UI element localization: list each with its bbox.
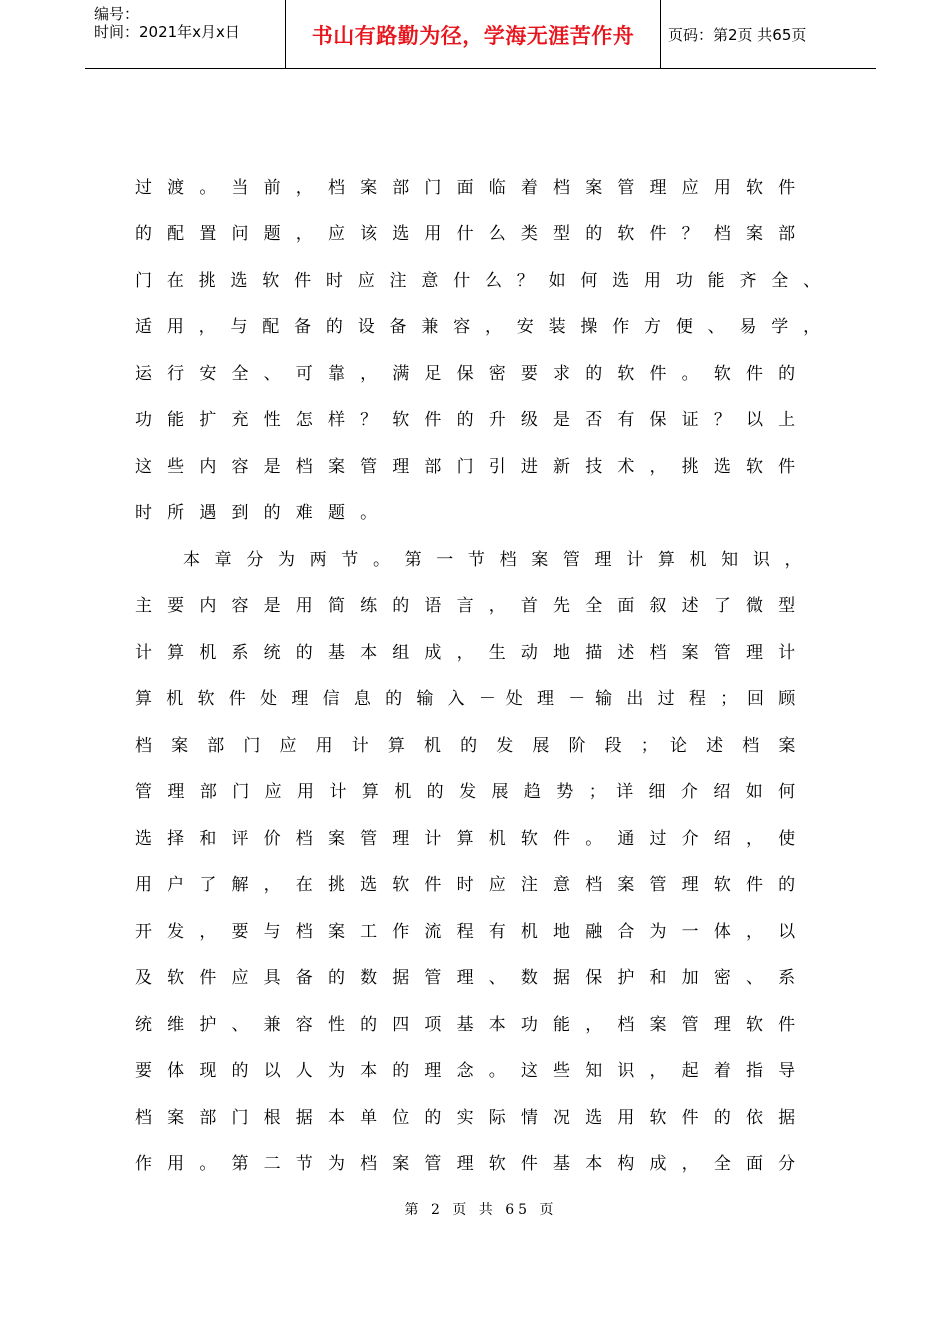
text-line: 运 行 安 全 、 可 靠 ， 满 足 保 密 要 求 的 软 件 。 软 件 的: [135, 364, 796, 384]
text-line: 这 些 内 容 是 档 案 管 理 部 门 引 进 新 技 术 ， 挑 选 软 件: [135, 457, 796, 477]
header-center-cell: [285, 0, 661, 68]
text-line: 门 在 挑 选 软 件 时 应 注 意 什 么 ？ 如 何 选 用 功 能 齐 全 、: [135, 271, 821, 291]
text-line: 主 要 内 容 是 用 简 练 的 语 言 ， 首 先 全 面 叙 述 了 微 型: [135, 596, 796, 616]
text-line: 档 案 部 门 应 用 计 算 机 的 发 展 阶 段 ； 论 述 档 案: [135, 736, 796, 756]
text-line: 选 择 和 评 价 档 案 管 理 计 算 机 软 件 。 通 过 介 绍 ， 使: [135, 829, 796, 849]
text-line: 计 算 机 系 统 的 基 本 组 成 ， 生 动 地 描 述 档 案 管 理 计: [135, 643, 796, 663]
text-line: 算 机 软 件 处 理 信 息 的 输 入 － 处 理 － 输 出 过 程 ； 回 顾: [135, 689, 796, 709]
text-line: 统 维 护 、 兼 容 性 的 四 项 基 本 功 能 ， 档 案 管 理 软 件: [135, 1015, 796, 1035]
text-line: 档 案 部 门 根 据 本 单 位 的 实 际 情 况 选 用 软 件 的 依 据: [135, 1108, 796, 1128]
header-page-info: 页码：第2页 共65页: [668, 26, 807, 44]
text-line: 作 用 。 第 二 节 为 档 案 管 理 软 件 基 本 构 成 ， 全 面 分: [135, 1154, 796, 1174]
text-line: 本 章 分 为 两 节 。 第 一 节 档 案 管 理 计 算 机 知 识 ，: [183, 550, 802, 570]
document-number-label: 编号：: [94, 5, 140, 23]
text-line: 管 理 部 门 应 用 计 算 机 的 发 展 趋 势 ； 详 细 介 绍 如 何: [135, 782, 796, 802]
text-line: 开 发 ， 要 与 档 案 工 作 流 程 有 机 地 融 合 为 一 体 ， 以: [135, 922, 796, 942]
text-line: 时 所 遇 到 的 难 题 。: [135, 503, 378, 523]
document-time-label: 时间：2021年x月x日: [94, 23, 240, 41]
text-line: 适 用 ， 与 配 备 的 设 备 兼 容 ， 安 装 操 作 方 便 、 易 学 ，: [135, 317, 821, 337]
text-line: 的 配 置 问 题 ， 应 该 选 用 什 么 类 型 的 软 件 ？ 档 案 部: [135, 224, 796, 244]
text-line: 功 能 扩 充 性 怎 样 ？ 软 件 的 升 级 是 否 有 保 证 ？ 以 上: [135, 410, 796, 430]
page-footer: 第 2 页 共 65 页: [404, 1202, 558, 1218]
header-left-cell: [85, 0, 285, 68]
header-motto: 书山有路勤为径，学海无涯苦作舟: [311, 24, 635, 48]
document-header: [85, 0, 876, 69]
text-line: 及 软 件 应 具 备 的 数 据 管 理 、 数 据 保 护 和 加 密 、 系: [135, 968, 796, 988]
text-line: 要 体 现 的 以 人 为 本 的 理 念 。 这 些 知 识 ， 起 着 指 导: [135, 1061, 796, 1081]
text-line: 用 户 了 解 ， 在 挑 选 软 件 时 应 注 意 档 案 管 理 软 件 的: [135, 875, 796, 895]
header-right-cell: [660, 0, 876, 68]
text-line: 过 渡 。 当 前 ， 档 案 部 门 面 临 着 档 案 管 理 应 用 软 件: [135, 178, 796, 198]
